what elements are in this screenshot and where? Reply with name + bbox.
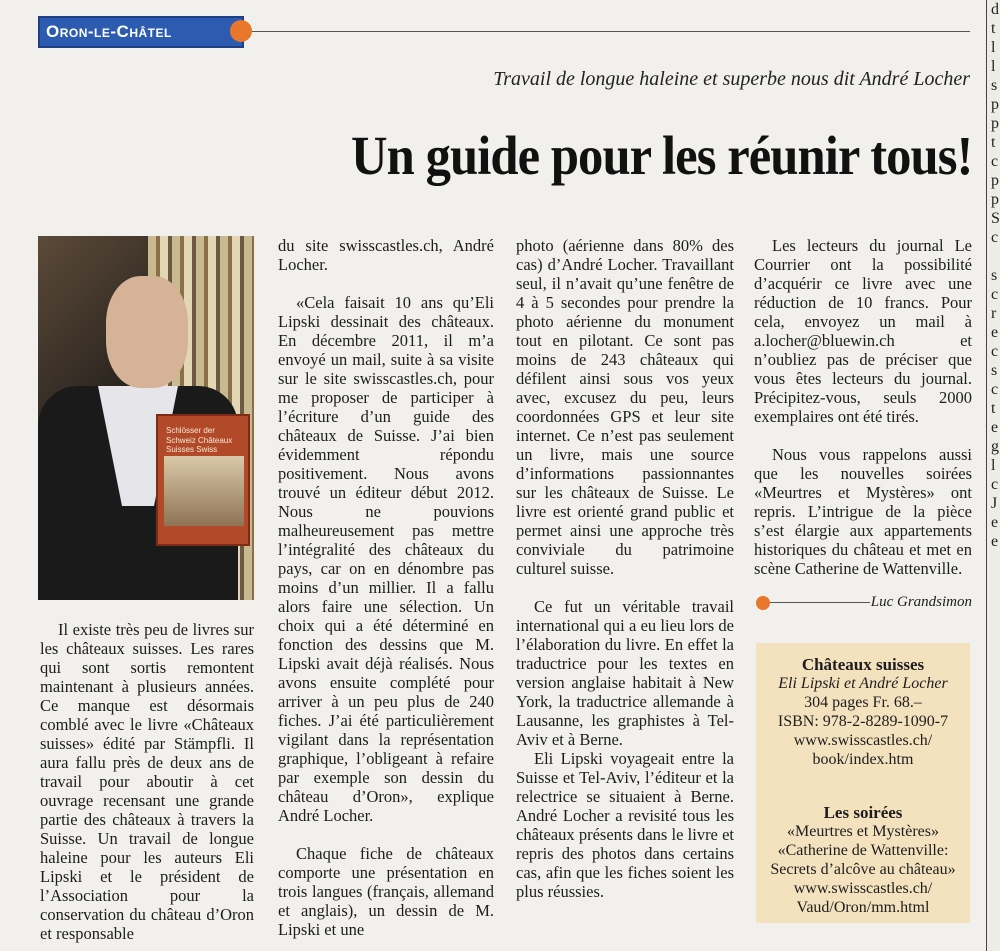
edge-letter: g [991, 438, 999, 455]
edge-letter [987, 247, 1000, 266]
author-byline: Luc Grandsimon [870, 594, 972, 610]
edge-letter: c [991, 153, 999, 170]
book-pages-price: 304 pages Fr. 68.– [804, 694, 922, 711]
column-4 [754, 236, 972, 578]
castle-drawing-image [164, 456, 244, 526]
edge-letter: e [991, 419, 999, 436]
edge-letter: e [991, 514, 999, 531]
edge-letter: l [991, 457, 996, 474]
edge-letter: c [991, 343, 999, 360]
column-3 [516, 236, 734, 901]
byline-bar [756, 594, 972, 614]
edge-letter: t [991, 400, 996, 417]
book-authors: Eli Lipski et André Locher [778, 675, 948, 692]
soirees-url-line1: www.swisscastles.ch/ [793, 880, 933, 897]
edge-letter: c [991, 286, 999, 303]
paragraph: Ce fut un véritable travail international qui a eu lieu lors de l’élaboration du livre. En effet la traductrice pour les textes en version anglaise habitait à New York, la traductrice allemande à Lausanne, les graphistes à Tel-Aviv et à Berne. [516, 597, 734, 749]
edge-letter: d [991, 1, 999, 18]
book-url-line1: www.swisscastles.ch/ [793, 732, 933, 749]
edge-letter: e [991, 324, 999, 341]
soirees-url-line2: Vaud/Oron/mm.html [796, 899, 930, 916]
info-box [756, 643, 970, 923]
paragraph: Les lecteurs du journal Le Courrier ont la possibilité d’acquérir ce livre avec une réduction de 10 francs. Pour cela, envoyez un mail à a.locher@bluewin.ch et n’oubliez pas de préciser que vous êtes lecteurs du journal. Précipitez-vous, seuls 2000 exemplaires ont été tirés. [754, 236, 972, 426]
soirees-title: Les soirées [823, 803, 903, 822]
paragraph: du site swisscastles.ch, André Locher. [278, 236, 494, 274]
edge-letter: l [991, 39, 996, 56]
book-url-line2: book/index.htm [812, 751, 914, 768]
edge-letter: S [991, 210, 1000, 227]
paragraph: Eli Lipski voyageait entre la Suisse et Tel-Aviv, l’éditeur et la relectrice se situaient à Berne. André Locher a revisité tous les châteaux présents dans le livre et repris des photos dans certains cas, afin que les fiches soient les plus réussies. [516, 749, 734, 901]
column-2 [278, 236, 494, 939]
soirees-info [756, 803, 970, 917]
soirees-show: «Meurtres et Mystères» [787, 823, 939, 840]
person-face-image [106, 276, 188, 388]
edge-letter: t [991, 20, 996, 37]
edge-letter: e [991, 533, 999, 550]
byline-dot-icon [756, 596, 770, 610]
edge-letter: s [991, 362, 998, 379]
edge-letter: s [991, 77, 998, 94]
edge-letter: l [991, 58, 996, 75]
soirees-subtitle-line1: «Catherine de Wattenville: [777, 842, 949, 859]
edge-letter: J [991, 495, 998, 512]
paragraph: Chaque fiche de châteaux comporte une présentation en trois langues (français, allemand et anglais), un dessin de M. Lipski et une [278, 844, 494, 939]
book-isbn: ISBN: 978-2-8289-1090-7 [777, 713, 949, 730]
soirees-subtitle-line2: Secrets d’alcôve au château» [770, 861, 956, 878]
article-subtitle: Travail de longue haleine et superbe nous dit André Locher [493, 68, 970, 90]
edge-letter: p [991, 172, 999, 189]
edge-letter: p [991, 191, 999, 208]
article-headline: Un guide pour les réunir tous! [350, 125, 972, 186]
edge-letter: c [991, 381, 999, 398]
article-photo [38, 236, 254, 600]
edge-letter: r [991, 305, 997, 322]
section-header [38, 16, 970, 50]
edge-letter: c [991, 229, 999, 246]
edge-letter: p [991, 96, 999, 113]
section-dot-icon [230, 20, 252, 42]
edge-letter: p [991, 115, 999, 132]
edge-letter: t [991, 134, 996, 151]
byline-rule [770, 602, 870, 603]
book-title: Châteaux suisses [801, 655, 925, 674]
column-1 [40, 620, 254, 943]
book-cover-image [156, 414, 250, 546]
adjacent-article-edge [986, 0, 1000, 951]
paragraph: Nous vous rappelons aussi que les nouvelles soirées «Meurtres et Mystères» ont repris. L’intrigue de la pièce s’est élargie aux appartements historiques du château et met en scène Catherine de Wattenville. [754, 445, 972, 578]
book-cover-title: Schlösser der Schweiz Châteaux Suisses Swiss [166, 426, 233, 455]
section-rule [252, 31, 970, 32]
paragraph: photo (aérienne dans 80% des cas) d’André Locher. Travaillant seul, il n’avait qu’une fenêtre de 4 à 5 secondes pour prendre la photo aérienne du monument tout en pilotant. Ce sont pas moins de 243 châteaux qui défilent ainsi sous vos yeux avec, excusez du peu, leurs coordonnées GPS et leur site internet. Ce n’est pas seulement un livre, mais une source d’informations passionnantes sur les châteaux de Suisse. Le livre est orienté grand public et permet ainsi une approche très conviviale du patrimoine culturel suisse. [516, 236, 734, 578]
paragraph: «Cela faisait 10 ans qu’Eli Lipski dessinait des châteaux. En décembre 2011, il m’a envoyé un mail, suite à sa visite sur le site swisscastles.ch, pour me proposer de participer à l’écriture d’un guide des châteaux de Suisse. J’ai bien évidemment répondu positivement. Nous avons trouvé un éditeur début 2012. Nous ne pouvions malheureusement pas mettre l’intégralité des châteaux du pays, car on en dénombre pas moins d’un millier. Il a fallu alors faire une sélection. Un choix qui a été déterminé en fonction des dessins que M. Lipski avait déjà réalisés. Nous avons ensuite complété pour arriver à un peu plus de 240 fiches. J’ai été particulièrement vigilant dans la représentation graphique, l’obligeant à refaire par exemple son dessin du château d’Oron», explique André Locher. [278, 293, 494, 825]
paragraph: Il existe très peu de livres sur les châteaux suisses. Les rares qui sont sortis remontent maintenant à plusieurs années. Ce manque est désormais comblé avec le livre «Châteaux suisses» édité par Stämpfli. Il aura fallu près de deux ans de travail pour aboutir à cet ouvrage recensant une grande partie des châteaux à travers la Suisse. Un travail de longue haleine pour les auteurs Eli Lipski et le président de l’Association pour la conservation du château d’Oron et responsable [40, 620, 254, 943]
section-label: Oron-le-Châtel [38, 16, 244, 48]
book-info [756, 655, 970, 769]
edge-letter: c [991, 476, 999, 493]
edge-letter: s [991, 267, 998, 284]
